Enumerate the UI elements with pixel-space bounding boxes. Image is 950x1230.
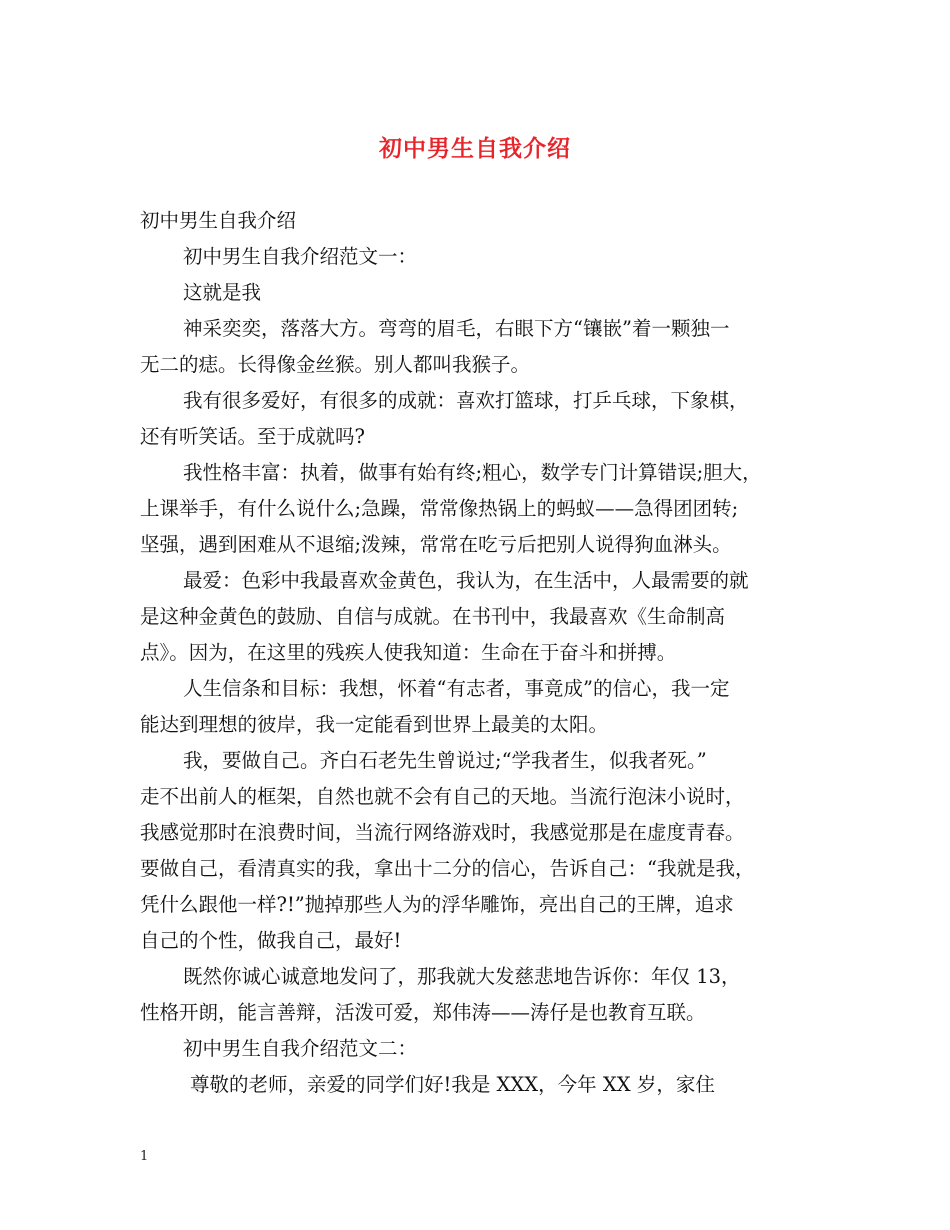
document-body: [140, 203, 820, 1103]
text-line: 点》。因为，在这里的残疾人使我知道：生命在于奋斗和拼搏。: [140, 641, 677, 664]
text-line: 上课举手，有什么说什么;急躁，常常像热锅上的蚂蚁——急得团团转;: [140, 497, 739, 520]
text-line: 能达到理想的彼岸，我一定能看到世界上最美的太阳。: [140, 713, 609, 736]
text-line: 我感觉那时在浪费时间，当流行网络游戏时，我感觉那是在虚度青春。: [140, 821, 745, 844]
page-number: 1: [140, 1149, 149, 1164]
text-line: 既然你诚心诚意地发问了，那我就大发慈悲地告诉你：年仅 13，: [183, 965, 741, 988]
text-line: 我有很多爱好，有很多的成就：喜欢打篮球，打乒乓球，下象棋，: [183, 389, 749, 412]
text-line: 尊敬的老师，亲爱的同学们好!我是 XXX，今年 XX 岁，家住: [190, 1073, 715, 1096]
text-line: 性格开朗，能言善辩，活泼可爱，郑伟涛——涛仔是也教育互联。: [140, 1001, 706, 1024]
text-line: 我性格丰富：执着，做事有始有终;粗心，数学专门计算错误;胆大，: [183, 461, 762, 484]
text-line: 还有听笑话。至于成就吗?: [140, 425, 365, 448]
text-line: 走不出前人的框架，自然也就不会有自己的天地。当流行泡沫小说时，: [140, 785, 745, 808]
text-line: 要做自己，看清真实的我，拿出十二分的信心，告诉自己：“我就是我，: [140, 857, 755, 880]
text-line: 我，要做自己。齐白石老先生曾说过;“学我者生，似我者死。”: [183, 749, 707, 772]
text-line: 无二的痣。长得像金丝猴。别人都叫我猴子。: [140, 353, 531, 376]
text-line: 坚强，遇到困难从不退缩;泼辣，常常在吃亏后把别人说得狗血淋头。: [140, 533, 732, 556]
text-line: 最爱：色彩中我最喜欢金黄色，我认为，在生活中，人最需要的就: [183, 569, 749, 592]
text-line: 是这种金黄色的鼓励、自信与成就。在书刊中，我最喜欢《生命制高: [140, 605, 726, 628]
text-line: 初中男生自我介绍: [140, 209, 297, 232]
text-line: 凭什么跟他一样?!”抛掉那些人为的浮华雕饰，亮出自己的王牌，追求: [140, 893, 734, 916]
text-line: 这就是我: [183, 281, 262, 304]
text-line: 神采奕奕，落落大方。弯弯的眉毛，右眼下方“镶嵌”着一颗独一: [183, 317, 730, 340]
text-line: 人生信条和目标：我想，怀着“有志者，事竟成”的信心，我一定: [183, 677, 730, 700]
document-title: 初中男生自我介绍: [379, 135, 571, 162]
text-line: 初中男生自我介绍范文一：: [183, 245, 418, 268]
text-line: 初中男生自我介绍范文二：: [183, 1037, 418, 1060]
text-line: 自己的个性，做我自己，最好!: [140, 929, 402, 952]
